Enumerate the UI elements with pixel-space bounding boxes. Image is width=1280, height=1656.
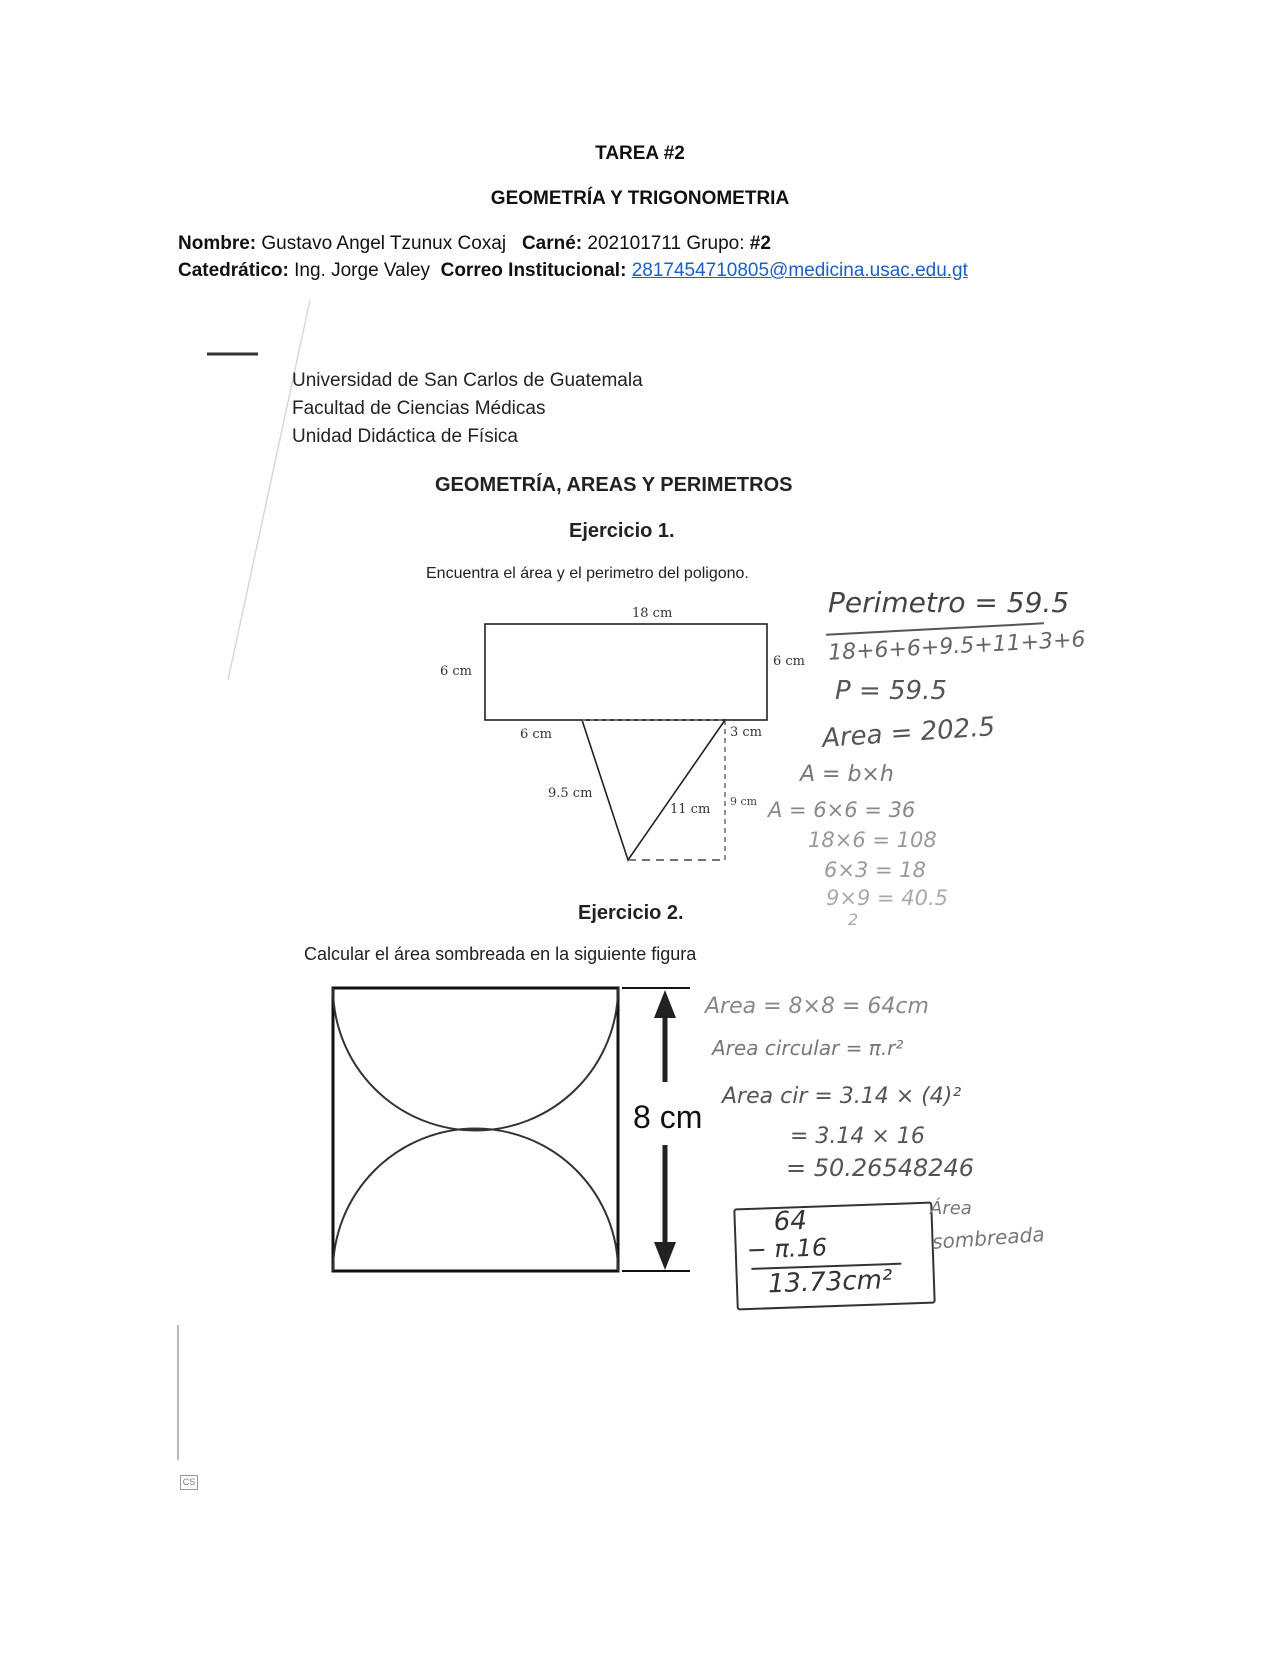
label-slant-left: 9.5 cm	[548, 786, 593, 801]
dimension-arrow-up	[654, 990, 676, 1018]
dimension-arrow-down	[654, 1242, 676, 1270]
label-right: 6 cm	[773, 654, 806, 669]
ex2-answer-64: 64	[773, 1205, 808, 1238]
ex2-note-mult: = 3.14 × 16	[790, 1124, 925, 1149]
document-subtitle: GEOMETRÍA Y TRIGONOMETRIA	[490, 188, 790, 209]
ex2-answer-subtract: − π.16	[746, 1233, 828, 1265]
ex1-note-calc3: 6×3 = 18	[824, 858, 926, 882]
label-top: 18 cm	[632, 606, 673, 621]
ex2-note-area-label: Área	[930, 1198, 972, 1219]
label-bottom-right: 3 cm	[730, 725, 763, 740]
email-link[interactable]: 2817454710805@medicina.usac.edu.gt	[631, 260, 968, 281]
document-title: TAREA #2	[595, 143, 685, 164]
ex1-note-calc4: 9×9 = 40.5	[826, 886, 949, 910]
ex1-note-calc1: A = 6×6 = 36	[768, 798, 916, 822]
institution-faculty: Facultad de Ciencias Médicas	[292, 398, 546, 419]
ex2-note-area-square: Area = 8×8 = 64cm	[705, 994, 929, 1019]
ex2-note-area-cir-calc: Area cir = 3.14 × (4)²	[722, 1084, 962, 1109]
ex2-note-area-circle: Area circular = π.r²	[712, 1036, 904, 1060]
label-bottom-left: 6 cm	[520, 727, 553, 742]
ex2-note-result: = 50.26548246	[786, 1154, 975, 1182]
ex2-answer-box	[733, 1202, 935, 1311]
ex1-note-calc4-denominator: 2	[848, 910, 859, 929]
institution-university: Universidad de San Carlos de Guatemala	[292, 370, 643, 391]
ex1-note-area: Area = 202.5	[821, 711, 996, 755]
exercise-2-title: Ejercicio 2.	[578, 902, 684, 924]
label-slant-right: 11 cm	[670, 802, 711, 817]
exercise-1-prompt: Encuentra el área y el perimetro del poligono.	[426, 565, 749, 582]
institution-unit: Unidad Didáctica de Física	[292, 426, 518, 447]
catedratico-label: Catedrático:	[178, 260, 289, 281]
ex1-note-formula: A = b×h	[800, 762, 894, 787]
grupo-value: #2	[749, 233, 771, 254]
label-height: 9 cm	[730, 795, 758, 808]
catedratico-value: Ing. Jorge Valey	[294, 260, 431, 281]
dimension-label: 8 cm	[633, 1099, 703, 1135]
worksheet-heading: GEOMETRÍA, AREAS Y PERIMETROS	[435, 474, 793, 496]
grupo-label: Grupo:	[686, 233, 745, 254]
ex1-note-perimetro: Perimetro = 59.5	[828, 586, 1070, 619]
exercise-2-prompt: Calcular el área sombreada en la siguiente figura	[304, 944, 697, 964]
name-label: Nombre:	[178, 233, 257, 254]
ex2-answer-total: 13.73cm²	[767, 1265, 893, 1300]
ex1-note-p: P = 59.5	[835, 676, 947, 706]
ex2-note-sombreada: sombreada	[931, 1222, 1046, 1254]
scanner-badge-icon: CS	[180, 1475, 198, 1490]
ex1-note-calc2: 18×6 = 108	[808, 828, 937, 852]
exercise-1-title: Ejercicio 1.	[569, 520, 675, 542]
ex1-note-sum: 18+6+6+9.5+11+3+6	[827, 627, 1087, 666]
carne-label: Carné:	[521, 233, 583, 254]
carne-value: 202101711	[587, 233, 682, 254]
label-left: 6 cm	[440, 664, 473, 679]
correo-label: Correo Institucional:	[440, 260, 627, 281]
student-name: Gustavo Angel Tzunux Coxaj	[261, 233, 507, 254]
